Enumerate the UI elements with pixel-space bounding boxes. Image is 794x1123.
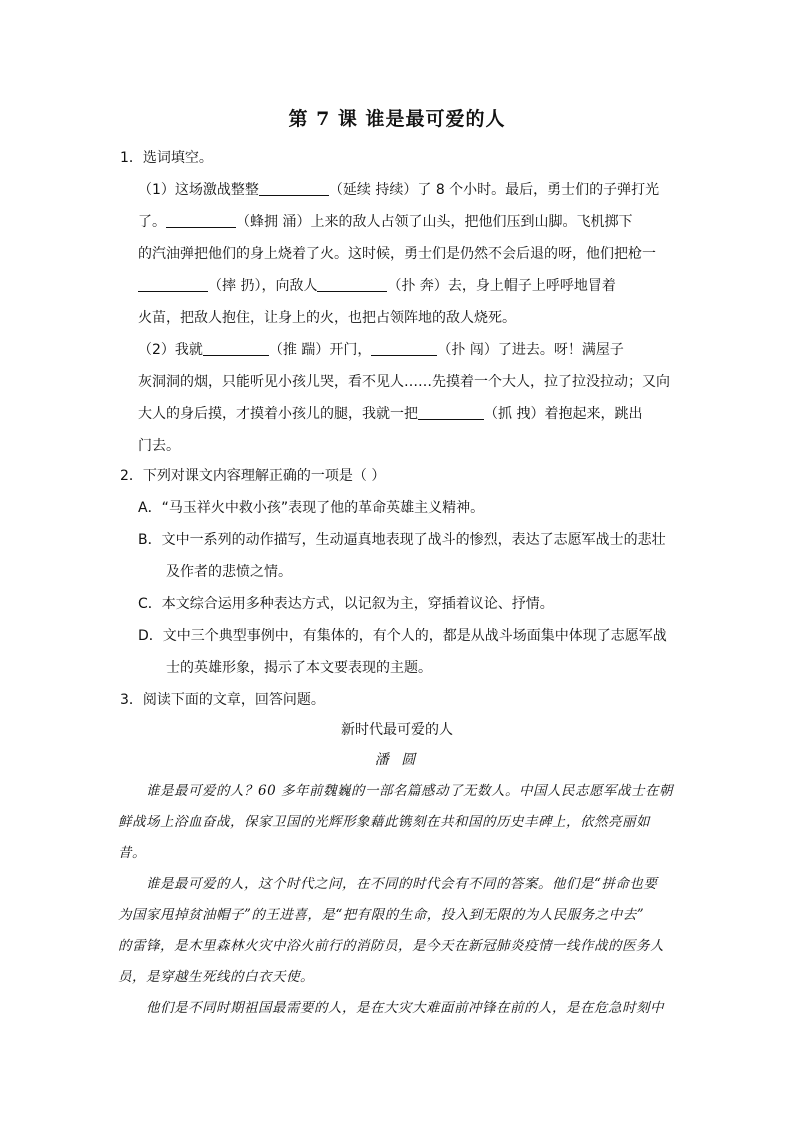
article-author: 潘 圆: [374, 752, 420, 768]
passage-line: 员，是穿越生死线的白衣天使。: [118, 969, 314, 985]
q2-option-a: A．“马玉祥火中救小孩”表现了他的革命英雄主义精神。: [138, 500, 485, 516]
passage-line: 谁是最可爱的人？60 多年前魏巍的一部名篇感动了无数人。中国人民志愿军战士在朝: [146, 783, 673, 799]
passage-line: 的雷锋，是木里森林火灾中浴火前行的消防员，是今天在新冠肺炎疫情一线作战的医务人: [118, 938, 664, 954]
q1-p1-line-5: 火苗，把敌人抱住，让身上的火，也把占领阵地的敌人烧死。: [138, 310, 516, 326]
q1-p1-line-3: 的汽油弹把他们的身上烧着了火。这时候，勇士们是仍然不会后退的呀，他们把枪一: [138, 246, 656, 262]
text: （推 踹）开门，: [268, 342, 372, 358]
text: （抓 拽）着抱起来，跳出: [484, 406, 643, 422]
fill-blank[interactable]: [418, 405, 484, 420]
fill-blank[interactable]: [203, 341, 269, 356]
passage-line: 鲜战场上浴血奋战，保家卫国的光辉形象藉此镌刻在共和国的历史丰碑上，依然亮丽如: [118, 814, 650, 830]
text: （扑 奔）去，身上帽子上呼呼地冒着: [387, 278, 616, 294]
q1-p2-line-4: 门去。: [138, 438, 180, 454]
text: （2）我就: [138, 342, 203, 358]
lesson-title: 第 7 课 谁是最可爱的人: [288, 108, 506, 130]
q1-p1-line-2: [138, 211, 632, 231]
passage-line: 为国家甩掉贫油帽子”的王进喜，是“把有限的生命，投入到无限的为人民服务之中去”: [118, 907, 645, 923]
q1-p2-line-2: 灰洞洞的烟，只能听见小孩儿哭，看不见人……先摸着一个大人，拉了拉没拉动；又向: [138, 374, 670, 390]
q2-option-c: C．本文综合运用多种表达方式，以记叙为主，穿插着议论、抒情。: [138, 596, 554, 612]
text: 了。: [138, 214, 166, 230]
q1-p1-line-1: [138, 179, 659, 199]
fill-blank[interactable]: [317, 277, 387, 292]
text: （摔 扔），向敌人: [208, 278, 318, 294]
text: 大人的身后摸，才摸着小孩儿的腿，我就一把: [138, 406, 418, 422]
question-2-stem: 2．下列对课文内容理解正确的一项是（ ）: [120, 468, 386, 484]
text: （蜂拥 涌）上来的敌人占领了山头，把他们压到山脚。飞机掷下: [236, 214, 633, 230]
question-3-stem: 3．阅读下面的文章，回答问题。: [120, 692, 325, 708]
passage-line: 昔。: [118, 845, 146, 861]
q1-p1-line-4: [138, 275, 616, 295]
q1-p2-line-3: [138, 403, 642, 423]
q2-option-b-line-1: B．文中一系列的动作描写，生动逼真地表现了战斗的惨烈，表达了志愿军战士的悲壮: [138, 532, 666, 548]
q2-option-d-line-1: D．文中三个典型事例中，有集体的，有个人的，都是从战斗场面集中体现了志愿军战: [138, 628, 667, 644]
article-title: 新时代最可爱的人: [341, 722, 453, 738]
fill-blank[interactable]: [166, 213, 236, 228]
text: （延续 持续）了 8 个小时。最后，勇士们的子弹打光: [328, 182, 660, 198]
fill-blank[interactable]: [138, 277, 208, 292]
fill-blank[interactable]: [371, 341, 437, 356]
fill-blank[interactable]: [259, 181, 329, 196]
passage-line: 他们是不同时期祖国最需要的人，是在大灾大难面前冲锋在前的人，是在危急时刻中: [146, 1000, 664, 1016]
text: （1）这场激战整整: [138, 182, 259, 198]
q2-option-d-line-2: 士的英雄形象，揭示了本文要表现的主题。: [166, 660, 432, 676]
q1-p2-line-1: [138, 339, 624, 359]
question-1-stem: 1．选词填空。: [120, 150, 213, 166]
q2-option-b-line-2: 及作者的悲愤之情。: [166, 564, 292, 580]
passage-line: 谁是最可爱的人，这个时代之问，在不同的时代会有不同的答案。他们是“拼命也要: [146, 876, 658, 892]
text: （扑 闯）了进去。呀！满屋子: [437, 342, 624, 358]
